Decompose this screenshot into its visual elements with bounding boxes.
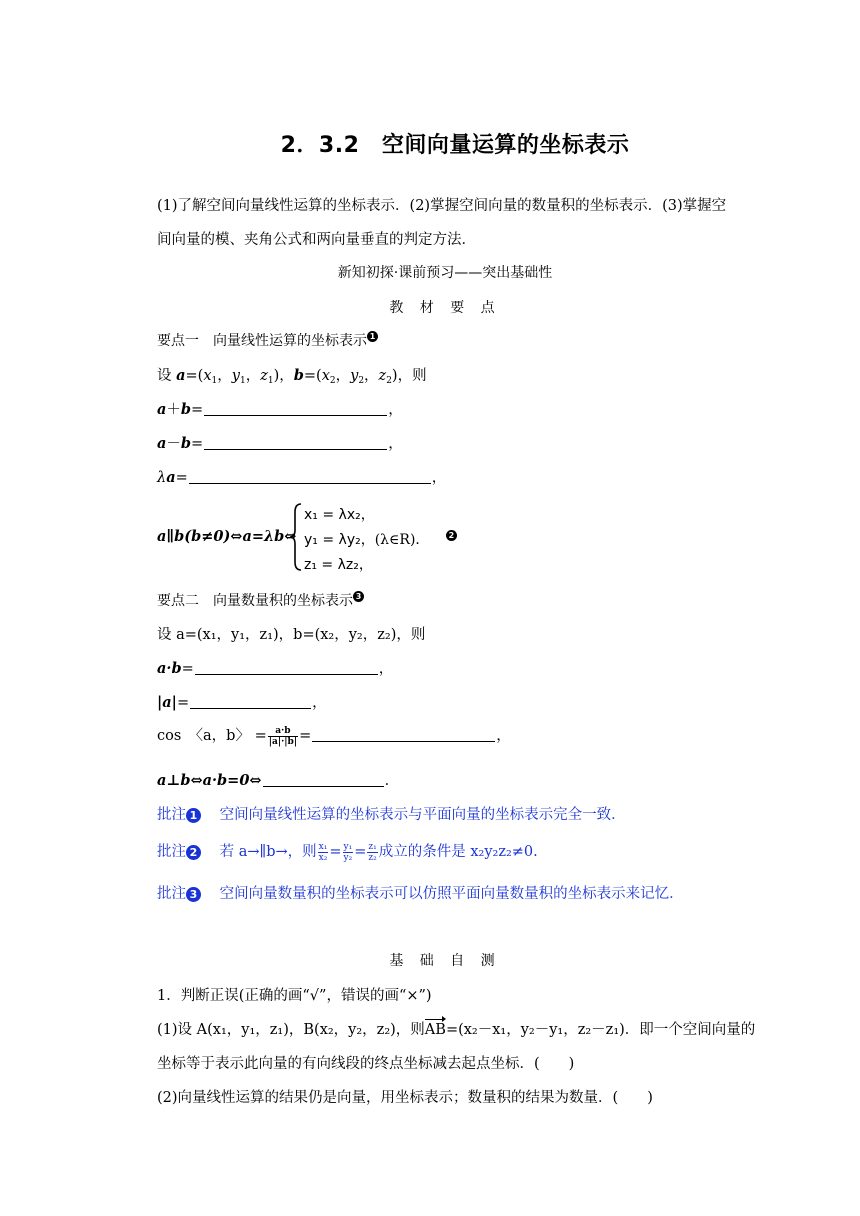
vec-b: b: [180, 435, 192, 452]
objectives-line-2: 间向量的模、夹角公式和两向量垂直的判定方法．: [157, 232, 476, 248]
tail: ．: [384, 773, 400, 789]
y: y: [350, 368, 359, 384]
dot-lhs: a·b: [157, 660, 182, 677]
tail: ，: [312, 695, 327, 711]
z: z: [260, 368, 268, 384]
note-1: [157, 803, 626, 824]
setup-pre: 设: [157, 368, 177, 384]
eq: =(: [303, 368, 322, 384]
point2-setup: 设 a=(x₁，y₁，z₁)，b=(x₂，y₂，z₂)，则: [157, 627, 426, 643]
row-scalar: [157, 466, 446, 487]
tail: ，: [496, 728, 511, 744]
x: x: [321, 368, 330, 384]
marker-3-icon: 3: [353, 591, 364, 602]
row-diff: [157, 432, 403, 453]
x: x: [203, 368, 212, 384]
lambda: λ: [157, 470, 167, 486]
sub: 2: [358, 376, 365, 386]
op: ＋: [166, 402, 181, 418]
left-brace-icon: [289, 502, 303, 572]
frac-num: a·b: [268, 726, 298, 737]
frac-z: [367, 842, 377, 863]
q1-item2: (2)向量线性运算的结果仍是向量，用坐标表示；数量积的结果为数量．( ): [157, 1090, 653, 1106]
close: )，: [273, 368, 294, 384]
system-row-1: x₁ = λx₂，: [304, 507, 375, 523]
sub-heading-self-test: 基 础 自 测: [389, 953, 501, 969]
note-2-badge-icon: 2: [186, 845, 201, 860]
note-text: 空间向量线性运算的坐标表示与平面向量的坐标表示完全一致．: [219, 807, 626, 823]
point2-heading-text: 要点二 向量数量积的坐标表示: [157, 593, 353, 609]
sub: 1: [239, 376, 246, 386]
note-label: 批注: [157, 844, 186, 860]
z: z: [378, 368, 387, 384]
tail: ，: [388, 402, 403, 418]
comma: ，: [364, 368, 379, 384]
frac-num: x₁: [318, 841, 328, 852]
sub: 1: [211, 376, 218, 386]
perp-lhs: a⊥b⇔a·b=0⇔: [157, 772, 262, 789]
eq: =: [299, 728, 312, 744]
note-label: 批注: [157, 807, 186, 823]
eq: =: [191, 402, 204, 418]
point2-heading: [157, 590, 364, 610]
vec-a: a: [157, 401, 167, 418]
q1-item1-line2: 坐标等于表示此向量的有向线段的终点坐标减去起点坐标．( ): [157, 1056, 575, 1072]
note-2: 批注 2 若 a→∥b→，则 $\frac{\text{x₁}}{\text{x₂}}$ = $\frac{\text{y₁}}{\text{y₂}}$ = $\frac{\text{z₁}}{\text{z₂}}$ 成立的条件是 x₂y₂z₂≠0.: [157, 841, 538, 863]
y: y: [231, 368, 240, 384]
note-3-badge-icon: 3: [186, 887, 201, 902]
sub-heading-textbook-points: 教 材 要 点: [389, 300, 501, 316]
answer-blank[interactable]: [195, 660, 378, 675]
note-label: 批注: [157, 886, 186, 902]
tail: ，: [431, 470, 447, 486]
section-banner: 新知初探·课前预习——突出基础性: [337, 265, 553, 281]
note-1-badge-icon: 1: [186, 808, 201, 823]
page-title: 2．3.2 空间向量运算的坐标表示: [280, 133, 630, 158]
vec-a: a: [166, 469, 176, 486]
point1-heading: [157, 330, 378, 350]
tail: ，: [388, 436, 403, 452]
note-pre: 若 a→∥b→，则: [219, 844, 317, 860]
answer-blank[interactable]: [204, 435, 387, 450]
eq: =: [175, 470, 188, 486]
item1-pre: (1)设 A(x₁，y₁，z₁)，B(x₂，y₂，z₂)，则: [157, 1022, 425, 1038]
frac-x: [318, 842, 329, 863]
op: －: [166, 436, 181, 452]
note-text: 空间向量数量积的坐标表示可以仿照平面向量数量积的坐标表示来记忆．: [219, 886, 684, 902]
item1-post: =(x₂－x₁，y₂－y₁，z₂－z₁)．即一个空间向量的: [445, 1022, 756, 1038]
comma: ，: [217, 368, 232, 384]
answer-blank[interactable]: [204, 401, 387, 416]
q1-title: 1．判断正误(正确的画“√”，错误的画“×”): [157, 988, 432, 1004]
vec-b: b: [293, 367, 304, 384]
setup-end: )，则: [391, 368, 427, 384]
frac-num: y₁: [343, 841, 353, 852]
vec-b: b: [180, 401, 192, 418]
cos-fraction: [268, 726, 298, 747]
row-sum: [157, 398, 403, 419]
objectives-line-1: (1)了解空间向量线性运算的坐标表示．(2)掌握空间向量的数量积的坐标表示．(3)掌握空: [157, 198, 727, 214]
eq: =: [176, 695, 190, 711]
sub: 2: [386, 376, 392, 386]
comma: ，: [245, 368, 261, 384]
sub: 1: [267, 376, 274, 386]
answer-blank[interactable]: [312, 727, 495, 742]
system-row-2-eq: y₁ = λy₂，: [304, 532, 375, 548]
vec-a: a: [176, 367, 186, 384]
eq: =: [181, 661, 194, 677]
note-post: 成立的条件是 x₂y₂z₂≠0.: [378, 844, 538, 860]
answer-blank[interactable]: [189, 469, 431, 484]
lambda-condition: (λ∈R)．: [374, 532, 430, 548]
sub: 2: [329, 376, 336, 386]
row-perp: [157, 769, 399, 790]
frac-den: y₂: [343, 852, 353, 863]
parallel-left: a∥b(b≠0)⇔a=λb⇔: [157, 528, 297, 545]
cos-pre: cos 〈a，b〉 =: [157, 728, 267, 744]
eq: =: [191, 436, 204, 452]
row-dot: [157, 657, 393, 678]
eq: =(: [185, 368, 204, 384]
frac-den: x₂: [318, 852, 328, 863]
frac-y: [343, 842, 354, 863]
system-row-3: z₁ = λz₂，: [304, 557, 373, 573]
q1-item1-line1: [157, 1018, 755, 1039]
frac-den: z₂: [368, 852, 377, 863]
point1-heading-text: 要点一 向量线性运算的坐标表示: [157, 333, 367, 349]
answer-blank[interactable]: [263, 772, 384, 787]
marker-1-icon: 1: [367, 331, 378, 342]
system-row-2: [304, 529, 457, 549]
frac-den: |a|·|b|: [268, 736, 298, 747]
row-cos: [157, 724, 511, 747]
row-norm: [157, 691, 327, 712]
note-3: [157, 882, 684, 903]
vec-a: a: [157, 435, 167, 452]
frac-num: z₁: [368, 841, 377, 852]
answer-blank[interactable]: [190, 694, 311, 709]
point1-setup: [157, 364, 427, 386]
vector-ab: AB: [424, 1022, 446, 1038]
comma: ，: [335, 368, 351, 384]
marker-2-icon: 2: [446, 530, 457, 541]
norm-lhs: |a|: [157, 694, 177, 711]
tail: ，: [378, 661, 394, 677]
